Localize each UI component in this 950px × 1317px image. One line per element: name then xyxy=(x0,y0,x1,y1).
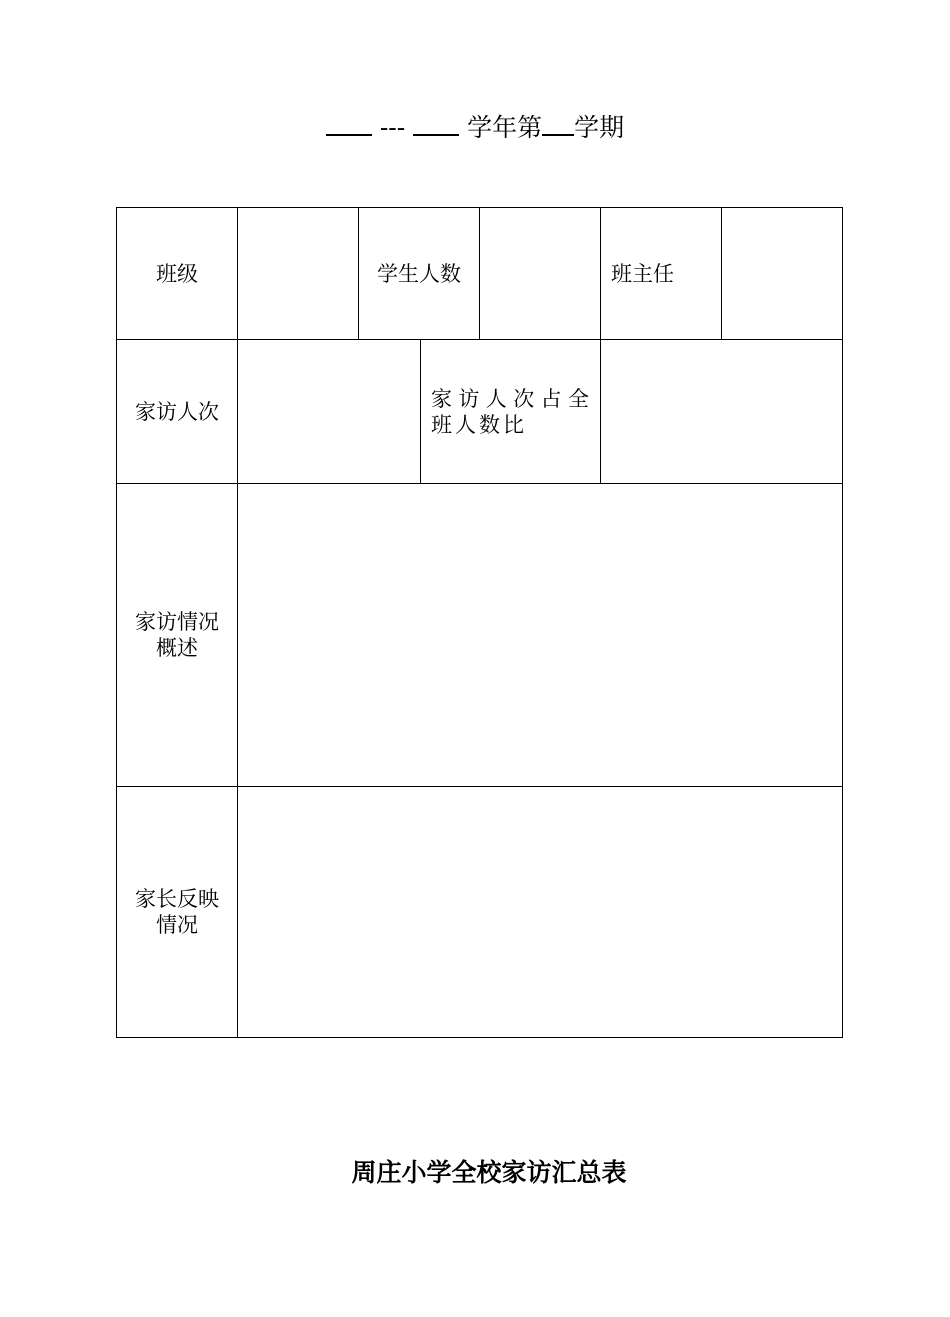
visit-count-value-cell[interactable] xyxy=(238,340,421,484)
semester-text-b: 学期 xyxy=(574,113,625,142)
student-count-label: 学生人数 xyxy=(359,208,480,340)
head-teacher-label: 班主任 xyxy=(601,208,722,340)
parent-feedback-label-line2: 情况 xyxy=(156,913,198,937)
visit-summary-label-line2: 概述 xyxy=(156,636,198,660)
row-parent-feedback xyxy=(117,787,843,1038)
year-separator: --- xyxy=(379,113,406,142)
student-count-value-cell[interactable] xyxy=(480,208,601,340)
visit-ratio-label: 家访人次占全班人数比 xyxy=(421,340,601,484)
row-visit-count xyxy=(117,340,843,484)
parent-feedback-label xyxy=(117,787,238,1038)
home-visit-form-table xyxy=(116,207,843,1038)
visit-summary-label xyxy=(117,484,238,787)
row-visit-summary xyxy=(117,484,843,787)
parent-feedback-value-cell[interactable] xyxy=(238,787,843,1038)
visit-summary-value-cell[interactable] xyxy=(238,484,843,787)
parent-feedback-label-line1: 家长反映 xyxy=(135,887,219,911)
visit-summary-label-line1: 家访情况 xyxy=(135,610,219,634)
semester-number-blank[interactable] xyxy=(542,108,574,136)
footer-title: 周庄小学全校家访汇总表 xyxy=(351,1158,627,1187)
semester-text-a: 学年第 xyxy=(467,113,543,142)
semester-heading xyxy=(0,108,950,146)
head-teacher-value-cell[interactable] xyxy=(722,208,843,340)
end-year-blank[interactable] xyxy=(413,108,459,136)
class-value-cell[interactable] xyxy=(238,208,359,340)
class-label: 班级 xyxy=(117,208,238,340)
visit-count-label: 家访人次 xyxy=(117,340,238,484)
start-year-blank[interactable] xyxy=(326,108,372,136)
row-class-info xyxy=(117,208,843,340)
visit-ratio-value-cell[interactable] xyxy=(601,340,843,484)
